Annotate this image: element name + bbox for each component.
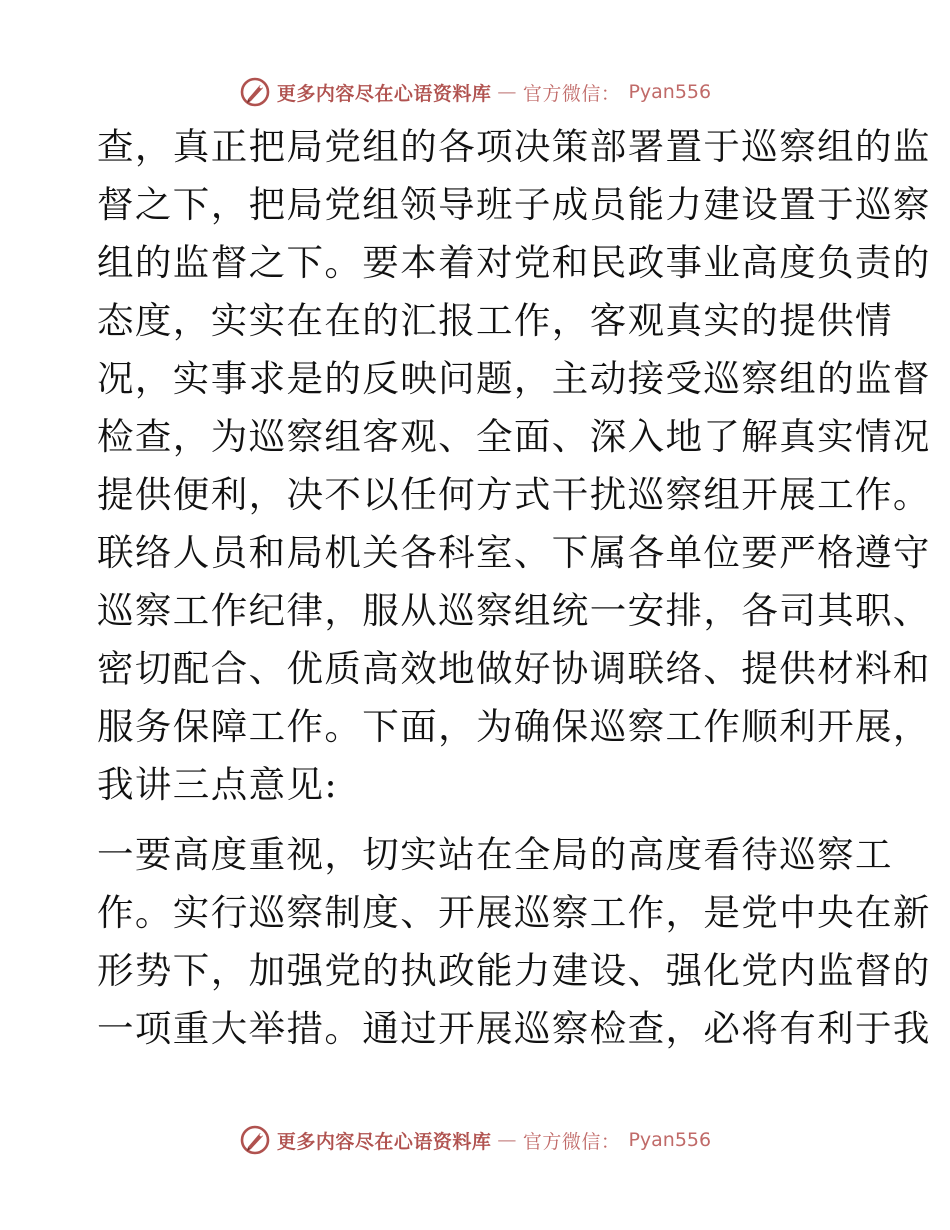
watermark-sub-text: 官方微信：	[522, 1130, 621, 1153]
text-line: 形势下，加强党的执政能力建设、强化党内监督的	[97, 949, 931, 992]
watermark-main-text: 更多内容尽在心语资料库	[276, 1130, 492, 1153]
text-line: 作。实行巡察制度、开展巡察工作，是党中央在新	[97, 891, 931, 934]
pen-circle-logo-icon	[239, 76, 271, 108]
pen-circle-logo-icon	[239, 1124, 271, 1156]
watermark-wechat-id: Pyan556	[628, 1129, 712, 1151]
text-line: 组的监督之下。要本着对党和民政事业高度负责的	[97, 241, 931, 284]
text-line: 查，真正把局党组的各项决策部署置于巡察组的监	[97, 125, 931, 168]
paragraph-spacer	[97, 814, 857, 826]
watermark-wechat-id: Pyan556	[628, 81, 712, 103]
header-watermark	[0, 72, 950, 112]
text-line: 我讲三点意见:	[97, 763, 339, 806]
text-line: 密切配合、优质高效地做好协调联络、提供材料和	[97, 647, 931, 690]
text-line: 巡察工作纪律，服从巡察组统一安排，各司其职、	[97, 589, 931, 632]
text-line: 检查，为巡察组客观、全面、深入地了解真实情况	[97, 415, 931, 458]
text-line: 一项重大举措。通过开展巡察检查，必将有利于我	[97, 1007, 931, 1050]
watermark-separator: —	[497, 81, 517, 103]
text-line: 督之下，把局党组领导班子成员能力建设置于巡察	[97, 183, 931, 226]
text-line: 联络人员和局机关各科室、下属各单位要严格遵守	[97, 531, 931, 574]
paragraph-2	[97, 826, 931, 1058]
paragraph-1	[97, 118, 931, 814]
text-line: 服务保障工作。下面，为确保巡察工作顺利开展，	[97, 705, 931, 748]
watermark-sub-text: 官方微信：	[522, 82, 621, 105]
text-line: 提供便利，决不以任何方式干扰巡察组开展工作。	[97, 473, 931, 516]
text-line: 态度，实实在在的汇报工作，客观真实的提供情	[97, 299, 893, 342]
watermark-separator: —	[497, 1129, 517, 1151]
watermark-main-text: 更多内容尽在心语资料库	[276, 82, 492, 105]
text-line: 况，实事求是的反映问题，主动接受巡察组的监督	[97, 357, 931, 400]
text-line: 一要高度重视，切实站在全局的高度看待巡察工	[97, 833, 893, 876]
document-body	[97, 118, 931, 1058]
footer-watermark	[0, 1120, 950, 1160]
